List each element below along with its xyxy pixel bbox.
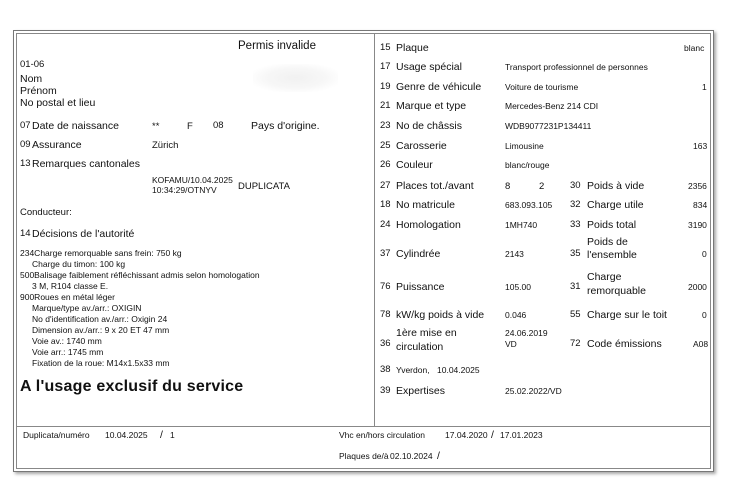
plaques-date: 02.10.2024 [390, 451, 433, 461]
mise-date: 24.06.2019 [505, 328, 548, 338]
genre-value: Voiture de tourisme [505, 82, 579, 92]
field-number: 37 [380, 248, 391, 259]
plaque-label: Plaque [396, 42, 429, 54]
chassis-label: No de châssis [396, 120, 462, 132]
usage-label: Usage spécial [396, 61, 462, 73]
kw-label: kW/kg poids à vide [396, 309, 485, 321]
expertises-label: Expertises [396, 385, 446, 397]
birth-date-label: Date de naissance [32, 120, 119, 132]
decisions-label: Décisions de l'autorité [32, 228, 135, 240]
decision-line: Marque/type av./arr.: OXIGIN [32, 303, 142, 313]
matricule-value: 683.093.105 [505, 200, 553, 210]
usage-value: Transport professionnel de personnes [505, 62, 648, 72]
mise-label: circulation [396, 341, 444, 353]
decision-line: No d'identification av./arr.: Oxigin 24 [32, 314, 168, 324]
homologation-label: Homologation [396, 219, 461, 231]
charge-utile-value: 834 [693, 200, 708, 210]
poids-total-label: Poids total [587, 219, 637, 231]
decision-line: Fixation de la roue: M14x1.5x33 mm [32, 358, 170, 368]
insurance-value: Zürich [152, 140, 179, 151]
places-label: Places tot./avant [396, 180, 474, 192]
field-number: 27 [380, 180, 391, 191]
carrosserie-value: Limousine [505, 141, 544, 151]
field-number: 38 [380, 364, 391, 375]
plaque-value: blanc [684, 43, 705, 53]
decision-line: 500Balisage faiblement réfléchissant admis selon homologation [20, 270, 260, 280]
charge-remorquable-label: Charge [587, 271, 622, 283]
footer-slash: / [160, 429, 163, 441]
cylindree-value: 2143 [505, 249, 524, 259]
field-number: 78 [380, 309, 391, 320]
matricule-label: No matricule [396, 199, 455, 211]
couleur-value: blanc/rouge [505, 160, 550, 170]
field-number: 21 [380, 100, 391, 111]
poids-ensemble-value: 0 [702, 249, 707, 259]
stamp-line-1: KOFAMU/10.04.2025 [152, 175, 233, 185]
postal-label: No postal et lieu [20, 97, 96, 109]
circulation-date-1: 17.04.2020 [445, 430, 488, 440]
field-number: 07 [20, 120, 31, 131]
field-number: 55 [570, 309, 581, 320]
marque-label: Marque et type [396, 100, 467, 112]
field-number: 31 [570, 281, 581, 292]
insurance-label: Assurance [32, 139, 82, 151]
decision-line: Voie av.: 1740 mm [32, 336, 102, 346]
duplicata-footer-date: 10.04.2025 [105, 430, 148, 440]
field-number: 14 [20, 228, 31, 239]
field-number: 19 [380, 81, 391, 92]
charge-remorquable-label: remorquable [587, 285, 646, 297]
duplicata-footer-label: Duplicata/numéro [23, 430, 90, 440]
decision-line: Dimension av./arr.: 9 x 20 ET 47 mm [32, 325, 170, 335]
field-number: 36 [380, 338, 391, 349]
carrosserie-extra: 163 [693, 141, 708, 151]
circulation-date-2: 17.01.2023 [500, 430, 543, 440]
charge-utile-label: Charge utile [587, 199, 644, 211]
field-number: 72 [570, 338, 581, 349]
field-number: 09 [20, 139, 31, 150]
cylindree-label: Cylindrée [396, 248, 441, 260]
poids-ensemble-label: Poids de [587, 236, 628, 248]
field-number: 08 [213, 120, 224, 131]
field-number: 26 [380, 159, 391, 170]
poids-total-value: 3190 [688, 220, 707, 230]
sex-value: F [187, 121, 193, 132]
field-number: 15 [380, 42, 391, 53]
charge-toit-value: 0 [702, 310, 707, 320]
field-number: 25 [380, 140, 391, 151]
kw-value: 0.046 [505, 310, 527, 320]
exclusive-use-notice: A l'usage exclusif du service [20, 378, 244, 395]
genre-extra: 1 [702, 82, 707, 92]
stamp-line-2: 10:34:29/OTNYV [152, 185, 217, 195]
charge-toit-label: Charge sur le toit [587, 309, 667, 321]
conducteur-label: Conducteur: [20, 207, 72, 218]
decision-line: 900Roues en métal léger [20, 292, 115, 302]
footer-divider [17, 426, 710, 427]
field-number: 39 [380, 385, 391, 396]
field-number: 13 [20, 158, 31, 169]
code-emissions-label: Code émissions [587, 338, 662, 350]
registration-document [13, 30, 714, 472]
places-total: 8 [505, 181, 511, 192]
duplicata-stamp: DUPLICATA [238, 181, 290, 192]
duplicata-footer-number: 1 [170, 430, 175, 440]
field-number: 17 [380, 61, 391, 72]
charge-remorquable-value: 2000 [688, 282, 707, 292]
prenom-label: Prénom [20, 85, 57, 97]
puissance-label: Puissance [396, 281, 445, 293]
decision-line: Voie arr.: 1745 mm [32, 347, 104, 357]
field-number: 30 [570, 180, 581, 191]
mise-canton: VD [505, 339, 517, 349]
field-number: 24 [380, 219, 391, 230]
issue-date: 10.04.2025 [437, 365, 480, 375]
permit-status: Permis invalide [238, 40, 316, 52]
column-divider [374, 34, 375, 426]
chassis-value: WDB9077231P134411 [505, 121, 592, 131]
issue-place: Yverdon, [396, 365, 430, 375]
decision-line: 234Charge remorquable sans frein: 750 kg [20, 248, 182, 258]
puissance-value: 105.00 [505, 282, 531, 292]
footer-slash: / [491, 429, 494, 441]
birth-date-value: ** [152, 121, 160, 132]
decision-line: Charge du timon: 100 kg [32, 259, 126, 269]
code-emissions-value: A08 [693, 339, 709, 349]
poids-ensemble-label: l'ensemble [587, 249, 637, 261]
remarks-label: Remarques cantonales [32, 158, 140, 170]
marque-value: Mercedes-Benz 214 CDI [505, 101, 599, 111]
decision-line: 3 M, R104 classe E. [32, 281, 109, 291]
category-code: 01-06 [20, 59, 45, 70]
field-number: 33 [570, 219, 581, 230]
document-inner-border [16, 33, 711, 469]
places-front: 2 [539, 181, 545, 192]
poids-vide-label: Poids à vide [587, 180, 645, 192]
circulation-label: Vhc en/hors circulation [339, 430, 425, 440]
footer-slash: / [437, 450, 440, 462]
homologation-value: 1MH740 [505, 220, 538, 230]
poids-vide-value: 2356 [688, 181, 707, 191]
field-number: 23 [380, 120, 391, 131]
field-number: 76 [380, 281, 391, 292]
origin-label: Pays d'origine. [251, 120, 320, 132]
field-number: 35 [570, 248, 581, 259]
mise-label: 1ère mise en [396, 327, 457, 339]
field-number: 18 [380, 199, 391, 210]
plaques-label: Plaques de/à [339, 451, 389, 461]
expertises-value: 25.02.2022/VD [505, 386, 562, 396]
field-number: 32 [570, 199, 581, 210]
redacted-name-area [253, 64, 338, 92]
couleur-label: Couleur [396, 159, 433, 171]
nom-label: Nom [20, 73, 43, 85]
genre-label: Genre de véhicule [396, 81, 482, 93]
carrosserie-label: Carosserie [396, 140, 447, 152]
